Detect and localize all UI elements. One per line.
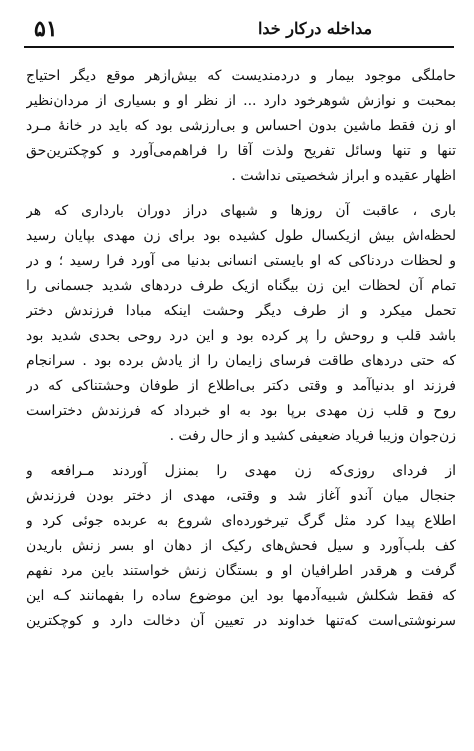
paragraph-1 bbox=[26, 64, 456, 189]
text-line: جنجال میان آندو آغاز شد و وقتی، مهدی از دختر بودن فرزندش bbox=[26, 488, 456, 504]
text-line: و لحظات دردناکی که او بایستی انسانی بدنیا می آورد فرا رسید ؛ و در bbox=[26, 253, 456, 269]
text-line: بمحبت و نوازش شوهرخود دارد ... از نظر او و بسیاری از مردان‌نظیر bbox=[26, 93, 456, 109]
text-line: حاملگی موجود بیمار و دردمندیست که بیش‌ازهر موقع دیگر احتیاج bbox=[26, 68, 456, 84]
text-line: کف بلب‌آورد و سیل فحش‌های رکیک از دهان او بسر زنش باریدن bbox=[26, 538, 456, 554]
running-head bbox=[22, 18, 458, 40]
text-line: تحمل میکرد و از طرف دیگر وحشت اینکه مبادا فرزندش دختر bbox=[26, 303, 456, 319]
text-line: سرنوشتی‌است که‌تنها خداوند در تعیین آن دخالت دارد و کوچکترین bbox=[26, 613, 456, 629]
text-line: لحظه‌اش بیش ازیکسال طول کشیده بود برای زن مهدی بپایان رسید bbox=[26, 228, 456, 244]
text-line: روح و قلب زن مهدی برپا بود به او خبرداد که فرزندش دختراست bbox=[26, 403, 456, 419]
text-line: زن‌جوان وزیبا فریاد ضعیفی کشید و از حال رفت . bbox=[169, 428, 456, 444]
text-line: که فقط شکلش شبیه‌آدمها بود این موضوع ساده را بفهمانند کـه این bbox=[26, 588, 456, 604]
header-rule bbox=[24, 46, 454, 48]
text-line: باری ، عاقبت آن روزها و شبهای دراز دوران بارداری که هر bbox=[26, 203, 456, 219]
text-line: تمام آن لحظات این زن بیگناه ازیک طرف دردهای شدید جسمانی را bbox=[26, 278, 456, 294]
text-line: اظهار عقیده و ابراز شخصیتی نداشت . bbox=[231, 168, 456, 184]
running-title: مداخله درکار خدا bbox=[257, 19, 373, 38]
text-line: باشد قلب و روحش را پر کرده بود و این درد روحی بحدی شدید بود bbox=[26, 328, 456, 344]
text-line: گرفت و هرقدر اطرافیان او و بستگان زنش خواستند باین مرد نفهم bbox=[26, 563, 456, 579]
text-line: فرزند او بدنیاآمد و وقتی دکتر بی‌اطلاع از طوفان وحشتناکی که در bbox=[26, 378, 456, 394]
paragraph-2 bbox=[26, 199, 456, 449]
page-body bbox=[26, 64, 456, 634]
paragraph-3 bbox=[26, 459, 456, 634]
text-line: از فردای روزی‌که زن مهدی را بمنزل آوردند مـرافعه و bbox=[26, 463, 456, 479]
text-line: که حتی دردهای طاقت فرسای زایمان را از یادش برده بود . سرانجام bbox=[26, 353, 456, 369]
text-line: اطلاع پیدا کرد مثل گرگ تیرخورده‌ای شروع به عربده جوئی کرد و bbox=[26, 513, 456, 529]
text-line: تنها و تنها وسائل تفریح ولذت آقا را فراهم‌می‌آورد و کوچکترین‌حق bbox=[26, 143, 456, 159]
paragraph-gap bbox=[26, 189, 456, 199]
paragraph-gap bbox=[26, 449, 456, 459]
text-line: او زن فقط ماشین بدون احساس و بی‌ارزشی بود که باید در خانهٔ مـرد bbox=[26, 118, 456, 134]
page-number: ۵۱ bbox=[34, 16, 58, 42]
